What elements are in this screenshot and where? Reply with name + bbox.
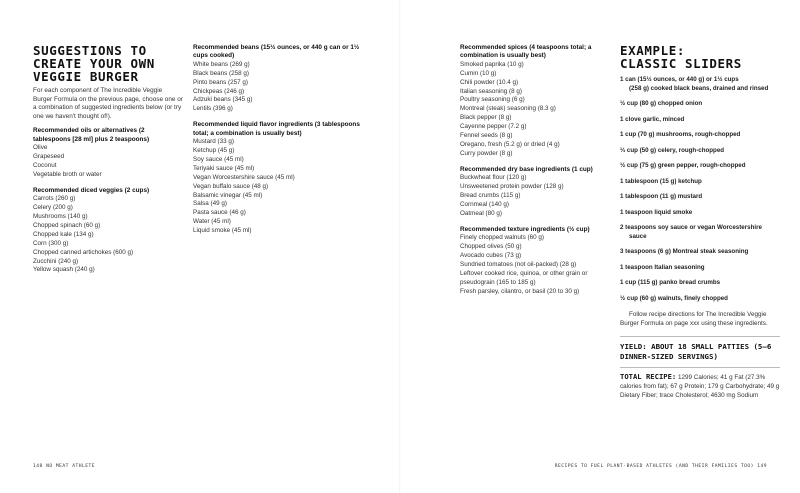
right-page bbox=[400, 0, 800, 493]
ingredient-group bbox=[460, 44, 605, 159]
ingredient-item: Black beans (258 g) bbox=[193, 69, 250, 77]
ingredient-line: 1 teaspoon liquid smoke bbox=[620, 208, 693, 216]
intro-paragraph: For each component of The Incredible Veggie Burger Formula on the previous page, choose one or a combination of suggested ingredients below (or try one we haven't thought of!). bbox=[33, 87, 183, 120]
total-text: 1299 Calories; 41 g Fat (27.3% calories from fat); 67 g Protein; 179 g Carbohydrate; 49 g Dietary Fiber; trace Cholesterol; 4630 mg Sodium bbox=[620, 374, 780, 399]
ingredient-item: Cumin (10 g) bbox=[460, 69, 497, 77]
ingredient-item: Water (45 ml) bbox=[193, 218, 231, 226]
example-ingredient bbox=[620, 76, 780, 93]
ingredient-item: Chopped olives (50 g) bbox=[460, 243, 522, 251]
ingredient-item: Smoked paprika (10 g) bbox=[460, 60, 524, 68]
ingredient-item: Montreal (steak) seasoning (8.3 g) bbox=[460, 105, 556, 113]
ingredient-line: ½ cup (75 g) green pepper, rough-chopped bbox=[620, 162, 746, 169]
ingredient-item: Chopped canned artichokes (600 g) bbox=[33, 248, 134, 256]
ingredient-item: Cornmeal (140 g) bbox=[460, 200, 509, 208]
ingredient-item: Vegan Worcestershire sauce (45 ml) bbox=[193, 173, 295, 181]
ingredient-item: Balsamic vinegar (45 ml) bbox=[193, 191, 263, 199]
ingredient-item: Leftover cooked rice, quinoa, or other grain or pseudograin (165 to 185 g) bbox=[460, 269, 588, 286]
group-title: Recommended oils or alternatives (2 tablespoons [28 ml] plus 2 teaspoons) bbox=[33, 127, 150, 143]
ingredient-item: Black pepper (8 g) bbox=[460, 114, 512, 122]
ingredient-item: Salsa (49 g) bbox=[193, 200, 227, 208]
ingredient-line: 3 teaspoons (6 g) Montreal steak seasoning bbox=[620, 248, 749, 255]
ingredient-item: Mustard (33 g) bbox=[193, 138, 234, 146]
example-ingredient bbox=[620, 224, 780, 241]
heading-line: EXAMPLE: bbox=[620, 43, 686, 58]
suggestions-heading bbox=[33, 44, 183, 83]
ingredient-item: Curry powder (8 g) bbox=[460, 149, 513, 157]
total-label: TOTAL RECIPE: bbox=[620, 372, 677, 382]
divider bbox=[620, 336, 780, 337]
ingredient-line: ⅓ cup (50 g) celery, rough-chopped bbox=[620, 146, 725, 154]
heading-line: SUGGESTIONS TO bbox=[33, 43, 147, 58]
ingredient-item: Adzuki beans (345 g) bbox=[193, 96, 253, 104]
group-title: Recommended diced veggies (2 cups) bbox=[33, 186, 150, 194]
ingredient-group bbox=[33, 187, 183, 276]
ingredient-line: 1 cup (70 g) mushrooms, rough-chopped bbox=[620, 131, 741, 138]
col1-groups bbox=[33, 127, 183, 275]
ingredient-group bbox=[33, 127, 183, 179]
ingredient-continuation: sauce bbox=[629, 232, 647, 240]
ingredient-line: 1 can (15½ ounces, or 440 g) or 1½ cups bbox=[620, 76, 739, 83]
ingredient-item: Italian seasoning (8 g) bbox=[460, 87, 522, 95]
ingredient-item: Chopped spinach (60 g) bbox=[33, 221, 101, 229]
ingredient-line: 1 tablespoon (11 g) mustard bbox=[620, 193, 703, 200]
example-ingredient bbox=[620, 178, 780, 187]
ingredient-line: 1 cup (115 g) panko bread crumbs bbox=[620, 279, 721, 286]
column-3 bbox=[460, 44, 605, 303]
ingredient-item: Grapeseed bbox=[33, 153, 65, 161]
ingredient-item: Buckwheat flour (120 g) bbox=[460, 174, 527, 182]
ingredient-item: Chickpeas (246 g) bbox=[193, 87, 245, 95]
ingredient-continuation: (258 g) cooked black beans, drained and rinsed bbox=[629, 84, 769, 92]
ingredient-item: Avocado cubes (73 g) bbox=[460, 251, 522, 259]
ingredient-group bbox=[193, 44, 363, 114]
example-ingredient bbox=[620, 279, 780, 288]
ingredient-line: ½ cup (80 g) chopped onion bbox=[620, 100, 703, 107]
right-footer: RECIPES TO FUEL PLANT-BASED ATHLETES (AND THEIR FAMILIES TOO) 149 bbox=[554, 464, 767, 469]
example-ingredient bbox=[620, 264, 780, 273]
group-title: Recommended beans (15½ ounces, or 440 g can or 1½ cups cooked) bbox=[193, 44, 360, 60]
heading-line: CREATE YOUR OWN bbox=[33, 56, 155, 71]
ingredient-item: Lentils (396 g) bbox=[193, 105, 233, 113]
ingredient-item: Ketchup (45 g) bbox=[193, 146, 235, 154]
ingredient-item: Fresh parsley, cilantro, or basil (20 to 30 g) bbox=[460, 287, 580, 295]
ingredient-item: Vegetable broth or water bbox=[33, 170, 102, 178]
ingredient-item: Teriyaki sauce (45 ml) bbox=[193, 164, 255, 172]
example-ingredient bbox=[620, 295, 780, 304]
example-ingredient bbox=[620, 100, 780, 109]
ingredient-line: 2 teaspoons soy sauce or vegan Worcestershire bbox=[620, 224, 762, 231]
example-ingredient bbox=[620, 193, 780, 202]
example-heading bbox=[620, 44, 780, 70]
heading-line: VEGGIE BURGER bbox=[33, 69, 139, 84]
ingredient-item: Pasta sauce (46 g) bbox=[193, 209, 246, 217]
group-title: Recommended dry base ingredients (1 cup) bbox=[460, 165, 593, 173]
ingredient-item: Vegan buffalo sauce (48 g) bbox=[193, 182, 269, 190]
yield-text: YIELD: ABOUT 18 SMALL PATTIES (5–6 DINNER-SIZED SERVINGS) bbox=[620, 342, 772, 361]
ingredient-item: White beans (269 g) bbox=[193, 60, 250, 68]
ingredient-line: 1 teaspoon Italian seasoning bbox=[620, 263, 705, 271]
example-ingredient bbox=[620, 147, 780, 156]
group-title: Recommended liquid flavor ingredients (3 tablespoons total; a combination is usually best) bbox=[193, 121, 360, 137]
example-ingredients bbox=[620, 76, 780, 303]
example-ingredient bbox=[620, 209, 780, 218]
ingredient-item: Liquid smoke (45 ml) bbox=[193, 227, 252, 235]
directions-text: Follow recipe directions for The Incredible Veggie Burger Formula on page xxx using these ingredients. bbox=[620, 311, 768, 327]
ingredient-group bbox=[460, 226, 605, 297]
ingredient-group bbox=[460, 166, 605, 219]
ingredient-item: Chili powder (10.4 g) bbox=[460, 78, 519, 86]
ingredient-item: Yellow squash (240 g) bbox=[33, 266, 95, 274]
ingredient-item: Oatmeal (80 g) bbox=[460, 209, 502, 217]
ingredient-item: Coconut bbox=[33, 162, 57, 169]
ingredient-item: Corn (300 g) bbox=[33, 239, 69, 247]
ingredient-item: Pinto beans (257 g) bbox=[193, 78, 248, 86]
ingredient-line: ½ cup (60 g) walnuts, finely chopped bbox=[620, 294, 728, 302]
example-ingredient bbox=[620, 248, 780, 257]
ingredient-item: Cayenne pepper (7.2 g) bbox=[460, 123, 527, 131]
ingredient-item: Celery (200 g) bbox=[33, 204, 73, 212]
ingredient-item: Zucchini (240 g) bbox=[33, 257, 79, 265]
group-title: Recommended texture ingredients (½ cup) bbox=[460, 225, 590, 233]
ingredient-line: 1 clove garlic, minced bbox=[620, 115, 685, 123]
ingredient-group bbox=[193, 121, 363, 236]
column-1 bbox=[33, 44, 183, 282]
ingredient-item: Unsweetened protein powder (128 g) bbox=[460, 183, 564, 191]
ingredient-item: Mushrooms (140 g) bbox=[33, 213, 88, 221]
ingredient-item: Finely chopped walnuts (60 g) bbox=[460, 234, 545, 242]
ingredient-item: Carrots (260 g) bbox=[33, 195, 76, 203]
example-ingredient bbox=[620, 116, 780, 125]
left-footer: 148 NO MEAT ATHLETE bbox=[33, 464, 96, 469]
ingredient-item: Fennel seeds (8 g) bbox=[460, 132, 513, 140]
ingredient-item: Soy sauce (45 ml) bbox=[193, 155, 244, 163]
group-title: Recommended spices (4 teaspoons total; a combination is usually best) bbox=[460, 44, 592, 60]
heading-line: CLASSIC SLIDERS bbox=[620, 56, 742, 71]
example-ingredient bbox=[620, 162, 780, 171]
ingredient-item: Bread crumbs (115 g) bbox=[460, 192, 521, 199]
ingredient-line: 1 tablespoon (15 g) ketchup bbox=[620, 177, 702, 185]
ingredient-item: Chopped kale (134 g) bbox=[33, 230, 94, 238]
ingredient-item: Sundried tomatoes (not oil-packed) (28 g) bbox=[460, 260, 577, 268]
column-2 bbox=[193, 44, 363, 243]
column-4 bbox=[620, 44, 780, 400]
total-recipe bbox=[620, 373, 780, 400]
ingredient-item: Poultry seasoning (6 g) bbox=[460, 96, 525, 104]
divider bbox=[620, 367, 780, 368]
col2-groups bbox=[193, 44, 363, 236]
ingredient-item: Olive bbox=[33, 144, 48, 152]
ingredient-item: Oregano, fresh (5.2 g) or dried (4 g) bbox=[460, 140, 560, 148]
col3-groups bbox=[460, 44, 605, 296]
example-ingredient bbox=[620, 131, 780, 140]
